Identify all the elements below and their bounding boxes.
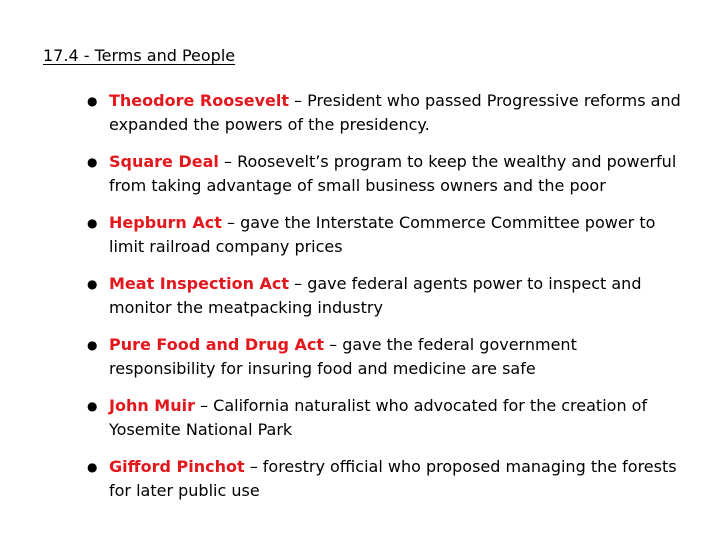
definition: – gave federal agents power to inspect and monitor the meatpacking industry	[109, 274, 642, 317]
definition: – gave the Interstate Commerce Committee power to limit railroad company prices	[109, 213, 656, 256]
term: Gifford Pinchot	[109, 457, 245, 476]
terms-list	[85, 89, 685, 516]
list-item	[85, 394, 685, 442]
term: Square Deal	[109, 152, 219, 171]
page-title: 17.4 - Terms and People	[43, 46, 236, 65]
definition: – gave the federal government responsibility for insuring food and medicine are safe	[109, 335, 577, 378]
bullet-icon: ●	[87, 216, 98, 230]
term: Theodore Roosevelt	[109, 91, 289, 110]
bullet-icon: ●	[87, 460, 98, 474]
definition: – President who passed Progressive reforms and expanded the powers of the presidency.	[109, 91, 681, 134]
list-item	[85, 211, 685, 259]
bullet-icon: ●	[87, 399, 98, 413]
definition: – Roosevelt’s program to keep the wealthy and powerful from taking advantage of small business owners and the poor	[109, 152, 677, 195]
term: Meat Inspection Act	[109, 274, 290, 293]
list-item	[85, 89, 685, 137]
bullet-icon: ●	[87, 155, 98, 169]
definition: – California naturalist who advocated for the creation of Yosemite National Park	[109, 396, 648, 439]
list-item	[85, 455, 685, 503]
term: Pure Food and Drug Act	[109, 335, 325, 354]
definition: – forestry official who proposed managing the forests for later public use	[109, 457, 677, 500]
list-item	[85, 150, 685, 198]
term: Hepburn Act	[109, 213, 222, 232]
term: John Muir	[109, 396, 195, 415]
list-item	[85, 333, 685, 381]
list-item	[85, 272, 685, 320]
bullet-icon: ●	[87, 277, 98, 291]
bullet-icon: ●	[87, 338, 98, 352]
bullet-icon: ●	[87, 94, 98, 108]
